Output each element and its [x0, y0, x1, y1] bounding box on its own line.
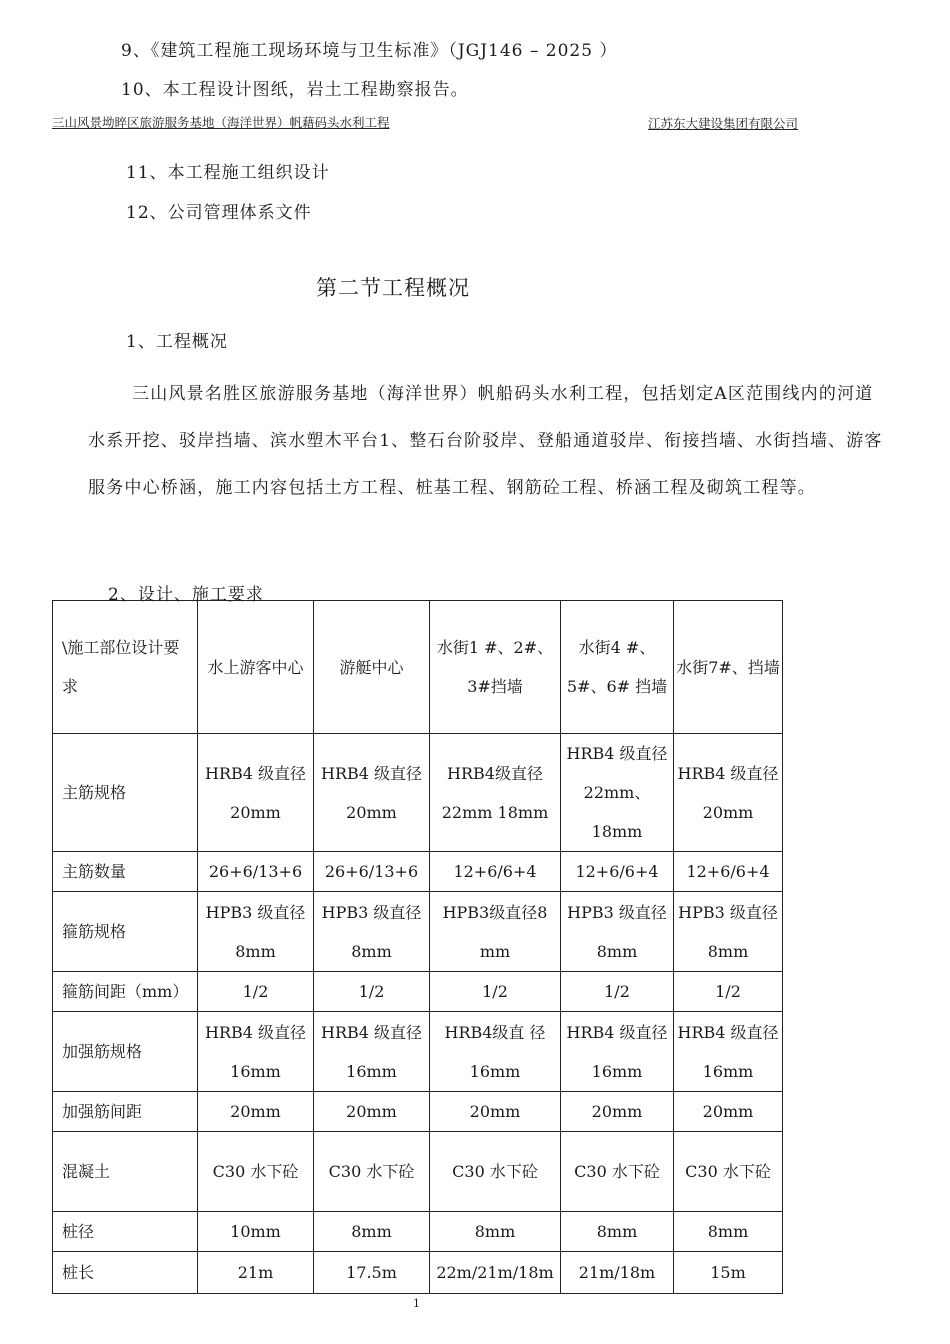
table-header-row [53, 601, 783, 734]
table-cell: 12+6/6+4 [561, 852, 674, 892]
table-cell: C30 水下砼 [674, 1132, 783, 1212]
design-requirements-table [52, 600, 783, 1294]
overview-paragraph: 三山风景名胜区旅游服务基地（海洋世界）帆船码头水利工程，包括划定A区范围线内的河道水系开挖、驳岸挡墙、滨水塑木平台1、整石台阶驳岸、登船通道驳岸、衔接挡墙、水街挡墙、游客服务中心桥涵，施工内容包括土方工程、桩基工程、钢筋砼工程、桥涵工程及砌筑工程等。 [88, 384, 883, 498]
row-label: 混凝土 [53, 1132, 198, 1212]
table-row [53, 1212, 783, 1252]
table-cell: 20mm [430, 1092, 561, 1132]
subsection-overview-heading: 1、工程概况 [126, 332, 228, 352]
table-cell: C30 水下砼 [561, 1132, 674, 1212]
section-title: 第二节工程概况 [316, 276, 470, 300]
header-cell: 游艇中心 [314, 601, 430, 734]
page-number: 1 [413, 1297, 420, 1310]
table-cell: 26+6/13+6 [314, 852, 430, 892]
row-label: 加强筋间距 [53, 1092, 198, 1132]
table-cell: 1/2 [561, 972, 674, 1012]
reference-item-10: 10、本工程设计图纸，岩土工程勘察报告。 [121, 80, 469, 100]
table-cell: 17.5m [314, 1252, 430, 1294]
table-row [53, 972, 783, 1012]
table-cell: 20mm [314, 1092, 430, 1132]
table-cell: 8mm [561, 1212, 674, 1252]
table-cell: 8mm [314, 1212, 430, 1252]
table-row [53, 1012, 783, 1092]
table-cell: C30 水下砼 [430, 1132, 561, 1212]
table-cell: 1/2 [314, 972, 430, 1012]
table-cell: HRB4 级直径 20mm [674, 734, 783, 852]
table-cell: 12+6/6+4 [674, 852, 783, 892]
table-cell: HRB4 级直径 16mm [561, 1012, 674, 1092]
table-row [53, 734, 783, 852]
table-cell: HRB4 级直径 16mm [314, 1012, 430, 1092]
table-cell: 8mm [674, 1212, 783, 1252]
running-header-company: 江苏东大建设集团有限公司 [648, 116, 799, 131]
table-cell: 1/2 [674, 972, 783, 1012]
row-label: 主筋数量 [53, 852, 198, 892]
row-label: 箍筋规格 [53, 892, 198, 972]
table-row [53, 1252, 783, 1294]
header-cell: 水街1 #、2#、3#挡墙 [430, 601, 561, 734]
table-cell: HRB4 级直径 22mm、18mm [561, 734, 674, 852]
table-cell: 1/2 [430, 972, 561, 1012]
table-cell: 8mm [430, 1212, 561, 1252]
header-cell: 水街7#、挡墙 [674, 601, 783, 734]
reference-item-11: 11、本工程施工组织设计 [126, 163, 330, 183]
row-label: 加强筋规格 [53, 1012, 198, 1092]
table-cell: 10mm [198, 1212, 314, 1252]
reference-item-12: 12、公司管理体系文件 [126, 203, 312, 223]
table-cell: HRB4 级直径 16mm [198, 1012, 314, 1092]
table-cell: HRB4 级直径 20mm [198, 734, 314, 852]
table-cell: HRB4级直 径 16mm [430, 1012, 561, 1092]
table-cell: HRB4级直径 22mm 18mm [430, 734, 561, 852]
row-label: 箍筋间距（mm） [53, 972, 198, 1012]
table-cell: C30 水下砼 [314, 1132, 430, 1212]
table-row [53, 892, 783, 972]
running-header-project: 三山风景坳睟区旅游服务基地（海洋世界）帆藉码头水利工程 [52, 115, 390, 130]
table-cell: HPB3 级直径 8mm [198, 892, 314, 972]
table-cell: 20mm [561, 1092, 674, 1132]
table-cell: 20mm [198, 1092, 314, 1132]
table-cell: HPB3级直径8 mm [430, 892, 561, 972]
header-cell-corner: \施工部位设计要求 [53, 601, 198, 734]
table-row [53, 1092, 783, 1132]
reference-item-9: 9、《建筑工程施工现场环境与卫生标准》（JGJ146 – 2025 ） [121, 41, 618, 61]
table-cell: 21m/18m [561, 1252, 674, 1294]
table-cell: 20mm [674, 1092, 783, 1132]
table-row [53, 852, 783, 892]
table-cell: 22m/21m/18m [430, 1252, 561, 1294]
table-cell: 26+6/13+6 [198, 852, 314, 892]
subsection-requirements-heading: 2、设计、施工要求 [108, 585, 264, 605]
table-cell: 15m [674, 1252, 783, 1294]
table-cell: C30 水下砼 [198, 1132, 314, 1212]
table-cell: HPB3 级直径 8mm [674, 892, 783, 972]
table-cell: 12+6/6+4 [430, 852, 561, 892]
table-cell: 21m [198, 1252, 314, 1294]
table-cell: 1/2 [198, 972, 314, 1012]
row-label: 主筋规格 [53, 734, 198, 852]
header-cell: 水街4 #、5#、6# 挡墙 [561, 601, 674, 734]
table-cell: HPB3 级直径 8mm [561, 892, 674, 972]
row-label: 桩径 [53, 1212, 198, 1252]
table-cell: HRB4 级直径 20mm [314, 734, 430, 852]
row-label: 桩长 [53, 1252, 198, 1294]
table-row [53, 1132, 783, 1212]
header-cell: 水上游客中心 [198, 601, 314, 734]
table-cell: HRB4 级直径 16mm [674, 1012, 783, 1092]
table-cell: HPB3 级直径 8mm [314, 892, 430, 972]
